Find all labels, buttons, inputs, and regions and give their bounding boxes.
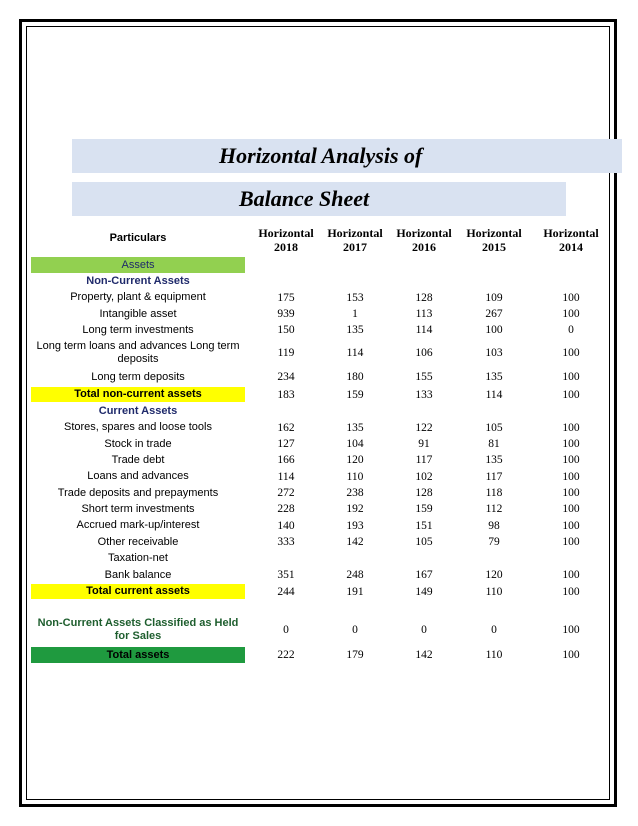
cell-value-col-3: 0 xyxy=(491,624,497,636)
table-row-trade-deposits-and-prepayments xyxy=(31,485,611,501)
cell-value-col-4: 100 xyxy=(562,503,580,515)
row-label: Stores, spares and loose tools xyxy=(64,421,212,433)
cell-value-col-0: 166 xyxy=(277,454,295,466)
cell-value-col-2: 167 xyxy=(415,569,433,581)
cell-value-col-4: 100 xyxy=(562,649,580,661)
row-label: Bank balance xyxy=(104,568,172,581)
row-label: Stock in trade xyxy=(104,437,172,450)
row-label: Total current assets xyxy=(31,584,245,599)
cell-value-col-4: 100 xyxy=(562,371,580,383)
cell-value-col-4: 100 xyxy=(562,585,580,598)
table-row-intangible-asset xyxy=(31,306,611,322)
cell-value-col-0: 234 xyxy=(277,371,295,383)
cell-value-col-0: 162 xyxy=(277,421,295,434)
title-band-2 xyxy=(72,182,566,216)
cell-value-col-2: 128 xyxy=(415,487,433,499)
row-label: Intangible asset xyxy=(99,307,177,320)
row-label: Non-Current Assets Classified as Held for Sales xyxy=(37,617,239,642)
cell-value-col-3: 81 xyxy=(488,438,500,450)
cell-value-col-0: 175 xyxy=(277,291,295,304)
cell-value-col-1: 153 xyxy=(346,291,364,304)
cell-value-col-3: 79 xyxy=(488,536,500,548)
cell-value-col-0: 0 xyxy=(283,624,289,636)
table-row-total-non-current-assets xyxy=(31,386,611,403)
column-header-2015: Horizontal 2015 xyxy=(466,226,522,254)
table-row-taxation-net xyxy=(31,550,611,567)
cell-value-col-0: 333 xyxy=(277,536,295,548)
column-header-2014: Horizontal 2014 xyxy=(543,226,599,254)
cell-value-col-1: 110 xyxy=(346,470,364,483)
cell-value-col-4: 100 xyxy=(562,347,580,359)
column-header-2018: Horizontal 2018 xyxy=(258,226,314,254)
cell-value-col-1: 159 xyxy=(346,388,364,401)
cell-value-col-3: 98 xyxy=(488,519,500,532)
table-row-non-current-assets-classified-as-held-for-sales xyxy=(31,612,611,648)
cell-value-col-3: 118 xyxy=(485,487,503,499)
cell-value-col-1: 104 xyxy=(346,438,364,450)
cell-value-col-1: 114 xyxy=(346,347,364,359)
cell-value-col-3: 267 xyxy=(485,308,503,320)
row-label: Other receivable xyxy=(97,535,179,548)
row-label: Short term investments xyxy=(81,502,195,515)
table-row-long-term-loans-and-advances-long-term-deposits xyxy=(31,338,611,368)
cell-value-col-3: 135 xyxy=(485,371,503,383)
cell-value-col-2: 151 xyxy=(415,519,433,532)
cell-value-col-1: 120 xyxy=(346,454,364,466)
cell-value-col-4: 100 xyxy=(562,421,580,434)
column-header-2016: Horizontal 2016 xyxy=(396,226,452,254)
cell-value-col-2: 128 xyxy=(415,291,433,304)
cell-value-col-2: 159 xyxy=(415,503,433,515)
cell-value-col-3: 112 xyxy=(485,503,503,515)
cell-value-col-1: 191 xyxy=(346,585,364,598)
row-label: Long term investments xyxy=(82,323,194,336)
cell-value-col-3: 120 xyxy=(485,569,503,581)
row-label: Taxation-net xyxy=(108,552,168,564)
cell-value-col-4: 100 xyxy=(562,569,580,581)
cell-value-col-3: 110 xyxy=(485,585,503,598)
row-label: Assets xyxy=(31,257,245,273)
cell-value-col-2: 91 xyxy=(418,438,430,450)
cell-value-col-3: 100 xyxy=(485,324,503,336)
cell-value-col-4: 100 xyxy=(562,624,580,636)
table-row-non-current-assets xyxy=(31,273,611,289)
cell-value-col-4: 100 xyxy=(562,470,580,483)
table-row-short-term-investments xyxy=(31,501,611,517)
table-row-stock-in-trade xyxy=(31,436,611,452)
cell-value-col-0: 127 xyxy=(277,438,295,450)
cell-value-col-4: 100 xyxy=(562,519,580,532)
cell-value-col-4: 100 xyxy=(562,454,580,466)
row-label: Long term deposits xyxy=(91,370,185,383)
cell-value-col-4: 100 xyxy=(562,291,580,304)
cell-value-col-2: 0 xyxy=(421,624,427,636)
cell-value-col-2: 117 xyxy=(415,454,433,466)
row-label: Current Assets xyxy=(98,404,178,417)
cell-value-col-2: 155 xyxy=(415,371,433,383)
cell-value-col-4: 100 xyxy=(562,388,580,401)
table-row-long-term-deposits xyxy=(31,368,611,386)
table-row-other-receivable xyxy=(31,534,611,550)
cell-value-col-4: 0 xyxy=(568,324,574,336)
table-row-bank-balance xyxy=(31,567,611,583)
table-row-trade-debt xyxy=(31,452,611,468)
cell-value-col-3: 105 xyxy=(485,421,503,434)
row-label: Trade debt xyxy=(111,453,165,466)
cell-value-col-1: 248 xyxy=(346,569,364,581)
cell-value-col-1: 135 xyxy=(346,421,364,434)
cell-value-col-1: 180 xyxy=(346,371,364,383)
cell-value-col-0: 244 xyxy=(277,585,295,598)
cell-value-col-1: 192 xyxy=(346,503,364,515)
title-band-1 xyxy=(72,139,622,173)
cell-value-col-0: 272 xyxy=(277,487,295,499)
page-title-line-1: Horizontal Analysis of xyxy=(219,143,423,168)
cell-value-col-1: 0 xyxy=(352,624,358,636)
table-row-long-term-investments xyxy=(31,322,611,338)
row-label: Total assets xyxy=(31,647,245,663)
cell-value-col-1: 238 xyxy=(346,487,364,499)
cell-value-col-2: 102 xyxy=(415,470,433,483)
cell-value-col-0: 351 xyxy=(277,569,295,581)
table-row-assets xyxy=(31,257,611,273)
cell-value-col-2: 105 xyxy=(415,536,433,548)
row-label: Trade deposits and prepayments xyxy=(57,486,219,499)
cell-value-col-1: 193 xyxy=(346,519,364,532)
column-header-2017: Horizontal 2017 xyxy=(327,226,383,254)
row-label: Accrued mark-up/interest xyxy=(76,519,200,531)
cell-value-col-0: 119 xyxy=(277,347,295,359)
cell-value-col-0: 939 xyxy=(277,308,295,320)
table-row-total-assets xyxy=(31,647,611,663)
row-label: Total non-current assets xyxy=(31,387,245,402)
cell-value-col-3: 109 xyxy=(485,291,503,304)
row-label: Loans and advances xyxy=(87,470,189,482)
cell-value-col-1: 135 xyxy=(346,324,364,336)
table-row-loans-and-advances xyxy=(31,468,611,485)
row-label: Property, plant & equipment xyxy=(70,291,206,303)
cell-value-col-3: 103 xyxy=(485,347,503,359)
cell-value-col-3: 135 xyxy=(485,454,503,466)
cell-value-col-0: 228 xyxy=(277,503,295,515)
table-row-stores-spares-and-loose-tools xyxy=(31,419,611,436)
page-title-line-2: Balance Sheet xyxy=(228,186,370,211)
row-label: Non-Current Assets xyxy=(86,274,190,287)
table-row-accrued-mark-up-interest xyxy=(31,517,611,534)
cell-value-col-3: 110 xyxy=(485,649,503,661)
table-row-property-plant-equipment xyxy=(31,289,611,306)
cell-value-col-4: 100 xyxy=(562,308,580,320)
cell-value-col-2: 106 xyxy=(415,347,433,359)
cell-value-col-4: 100 xyxy=(562,438,580,450)
cell-value-col-2: 133 xyxy=(415,388,433,401)
cell-value-col-2: 149 xyxy=(415,585,433,598)
cell-value-col-1: 1 xyxy=(352,308,358,320)
cell-value-col-3: 114 xyxy=(485,388,503,401)
cell-value-col-2: 122 xyxy=(415,421,433,434)
cell-value-col-0: 114 xyxy=(277,470,295,483)
cell-value-col-2: 142 xyxy=(415,649,433,661)
cell-value-col-0: 140 xyxy=(277,519,295,532)
cell-value-col-1: 179 xyxy=(346,649,364,661)
cell-value-col-4: 100 xyxy=(562,536,580,548)
cell-value-col-2: 114 xyxy=(415,324,433,336)
cell-value-col-0: 222 xyxy=(277,649,295,661)
row-label: Long term loans and advances Long term deposits xyxy=(36,340,240,365)
cell-value-col-0: 150 xyxy=(277,324,295,336)
cell-value-col-4: 100 xyxy=(562,487,580,499)
cell-value-col-3: 117 xyxy=(485,470,503,483)
table-row-total-current-assets xyxy=(31,583,611,600)
table-row-current-assets xyxy=(31,403,611,419)
cell-value-col-1: 142 xyxy=(346,536,364,548)
cell-value-col-2: 113 xyxy=(415,308,433,320)
column-header-particulars: Particulars xyxy=(109,232,167,244)
cell-value-col-0: 183 xyxy=(277,388,295,401)
